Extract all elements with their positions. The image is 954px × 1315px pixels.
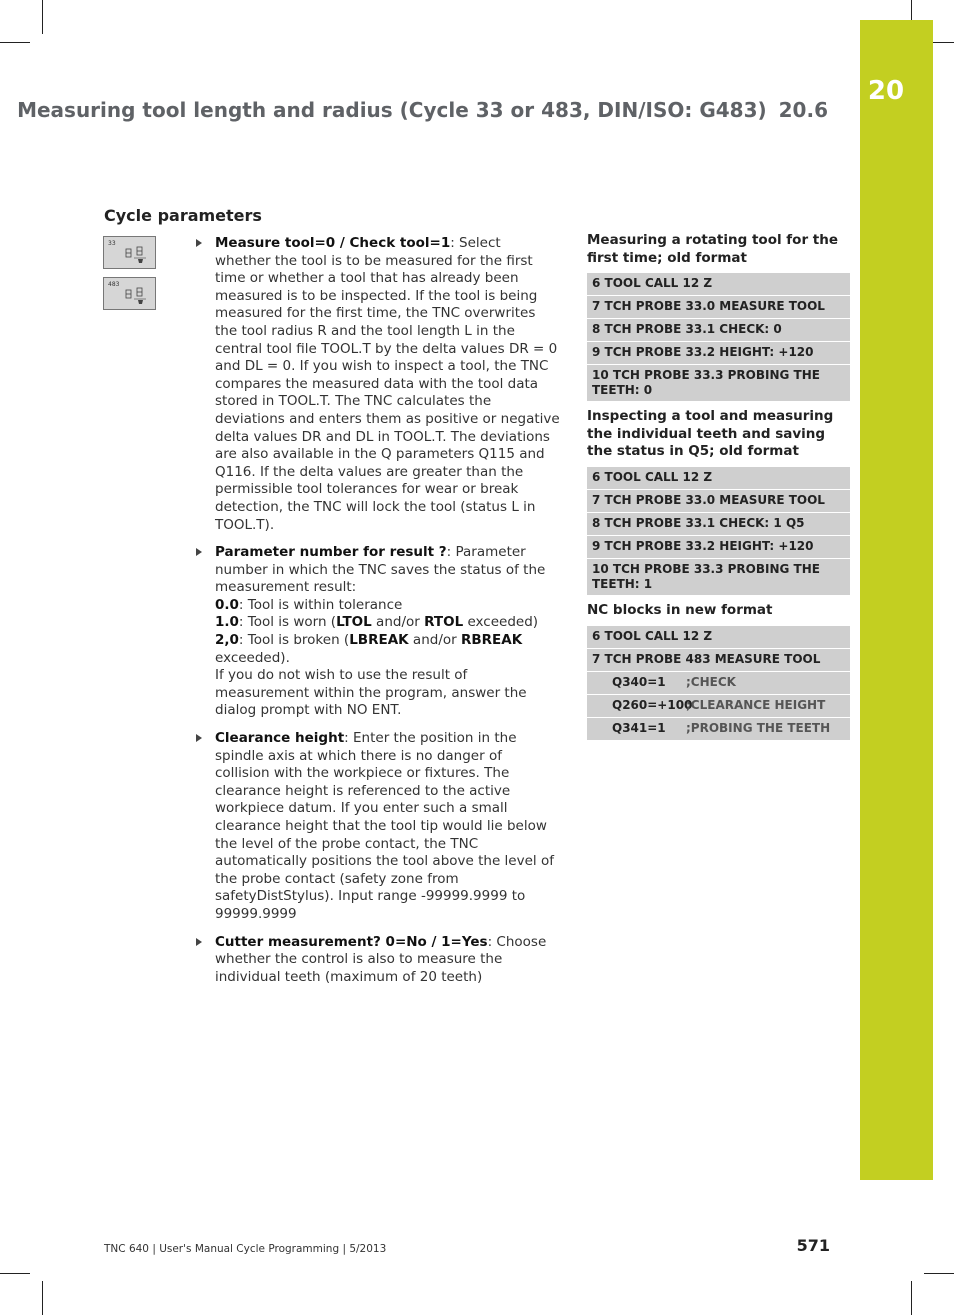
param-term: Measure tool=0 / Check tool=1 xyxy=(215,235,451,251)
q-assignment: Q341=1 xyxy=(612,720,666,735)
value-keyword: LTOL xyxy=(336,614,372,631)
bullet-triangle-icon xyxy=(196,734,202,742)
nc-line: 6 TOOL CALL 12 Z xyxy=(587,273,850,296)
nc-q-line xyxy=(587,695,850,718)
section-title: Cycle parameters xyxy=(104,206,262,225)
parameter-list xyxy=(196,235,560,996)
value-keyword: RBREAK xyxy=(460,632,523,649)
nc-line: 7 TCH PROBE 33.0 MEASURE TOOL xyxy=(587,490,850,513)
bullet-triangle-icon xyxy=(196,548,202,556)
crop-mark xyxy=(42,0,43,34)
chapter-number: 20 xyxy=(867,76,905,106)
header-section-number: 20.6 xyxy=(778,98,828,122)
nc-line: 8 TCH PROBE 33.1 CHECK: 0 xyxy=(587,319,850,342)
bullet-triangle-icon xyxy=(196,239,202,247)
page-number: 571 xyxy=(796,1236,830,1255)
value-text: : Tool is within tolerance xyxy=(238,596,403,613)
crop-mark xyxy=(42,1281,43,1315)
crop-mark xyxy=(0,1273,30,1274)
crop-mark xyxy=(911,1281,912,1315)
value-text: exceeded) xyxy=(463,614,539,631)
cycle-number: 33 xyxy=(108,240,116,247)
value-label: 1.0 xyxy=(215,614,239,631)
param-desc: : Parameter number in which the TNC saves the status of the measurement result: xyxy=(215,544,546,596)
value-text: and/or xyxy=(371,614,425,631)
param-desc: : Select whether the tool is to be measured for the first time or whether a tool that has already been measured is to be inspected. If the tool is being measured for the first time, the TNC overwrites the tool radius R and the tool length L in the central tool file TOOL.T by the delta values DR = 0 and DL = 0. If you wish to inspect a tool, the TNC compares the measured data with the tool data stored in TOOL.T. The TNC calculates the deviations and enters them as positive or negative delta values DR and DL in TOOL.T. The deviations are also available in the Q parameters Q115 and Q116. If the delta values are greater than the permissible tool tolerances for wear or break detection, the TNC will lock the tool (status L in TOOL.T). xyxy=(215,235,560,533)
nc-line: 9 TCH PROBE 33.2 HEIGHT: +120 xyxy=(587,536,850,559)
footer-text: TNC 640 | User's Manual Cycle Programming | 5/2013 xyxy=(104,1243,387,1255)
nc-code-block xyxy=(587,626,850,741)
value-keyword: RTOL xyxy=(424,614,464,631)
probe-tool-icon xyxy=(124,244,152,266)
cycle-number: 483 xyxy=(108,281,120,288)
param-measure-check xyxy=(196,235,560,534)
q-assignment: Q340=1 xyxy=(612,674,666,689)
param-clearance-height xyxy=(196,730,560,924)
nc-line: 10 TCH PROBE 33.3 PROBING THE TEETH: 1 xyxy=(587,559,850,596)
probe-tool-icon xyxy=(124,285,152,307)
example-column xyxy=(587,232,850,741)
nc-q-line xyxy=(587,672,850,695)
nc-line: 6 TOOL CALL 12 Z xyxy=(587,467,850,490)
nc-line: 10 TCH PROBE 33.3 PROBING THE TEETH: 0 xyxy=(587,365,850,402)
value-keyword: LBREAK xyxy=(349,632,409,649)
crop-mark xyxy=(924,1273,954,1274)
param-term: Clearance height xyxy=(215,730,345,747)
nc-line: 9 TCH PROBE 33.2 HEIGHT: +120 xyxy=(587,342,850,365)
cycle-33-softkey xyxy=(103,236,156,269)
nc-line: 8 TCH PROBE 33.1 CHECK: 1 Q5 xyxy=(587,513,850,536)
crop-mark xyxy=(0,42,30,43)
param-result-number xyxy=(196,544,560,720)
value-text: : Tool is broken ( xyxy=(238,632,350,649)
running-header xyxy=(0,98,828,122)
example-heading: Inspecting a tool and measuring the individual teeth and saving the status in Q5; old format xyxy=(587,408,834,460)
nc-code-block xyxy=(587,467,850,596)
value-label: 2,0 xyxy=(215,632,239,649)
param-term: Parameter number for result ? xyxy=(215,544,447,561)
chapter-tab xyxy=(860,20,933,1180)
value-text: and/or xyxy=(408,632,461,649)
example-heading: Measuring a rotating tool for the first time; old format xyxy=(587,232,839,266)
value-text: exceeded). xyxy=(215,649,290,666)
bullet-triangle-icon xyxy=(196,938,202,946)
value-label: 0.0 xyxy=(215,596,239,613)
value-text: : Tool is worn ( xyxy=(238,614,337,631)
param-desc: : Choose whether the control is also to measure the individual teeth (maximum of 20 teeth) xyxy=(215,933,547,985)
param-cutter-measurement xyxy=(196,934,560,987)
header-title: Measuring tool length and radius (Cycle 33 or 483, DIN/ISO: G483) xyxy=(17,98,767,122)
example-heading: NC blocks in new format xyxy=(587,601,773,618)
q-comment: ;CHECK xyxy=(686,674,736,689)
q-comment: ;CLEARANCE HEIGHT xyxy=(686,697,826,712)
q-assignment: Q260=+100 xyxy=(612,697,693,712)
nc-code-block xyxy=(587,273,850,402)
param-term: Cutter measurement? 0=No / 1=Yes xyxy=(215,933,488,950)
cycle-483-softkey xyxy=(103,277,156,310)
param-note: If you do not wish to use the result of measurement within the program, answer the dialog prompt with NO ENT. xyxy=(215,667,527,719)
param-desc: : Enter the position in the spindle axis at which there is no danger of collision with the workpiece or fixtures. The clearance height is referenced to the active workpiece datum. If you enter such a small clearance height that the tool tip would lie below the level of the probe contact, the TNC automatically positions the tool above the level of the probe contact (safety zone from safetyDistStylus). Input range -99999.9999 to 99999.9999 xyxy=(215,730,554,922)
nc-q-line xyxy=(587,718,850,741)
q-comment: ;PROBING THE TEETH xyxy=(686,720,831,735)
nc-line: 6 TOOL CALL 12 Z xyxy=(587,626,850,649)
nc-line: 7 TCH PROBE 483 MEASURE TOOL xyxy=(587,649,850,672)
nc-line: 7 TCH PROBE 33.0 MEASURE TOOL xyxy=(587,296,850,319)
